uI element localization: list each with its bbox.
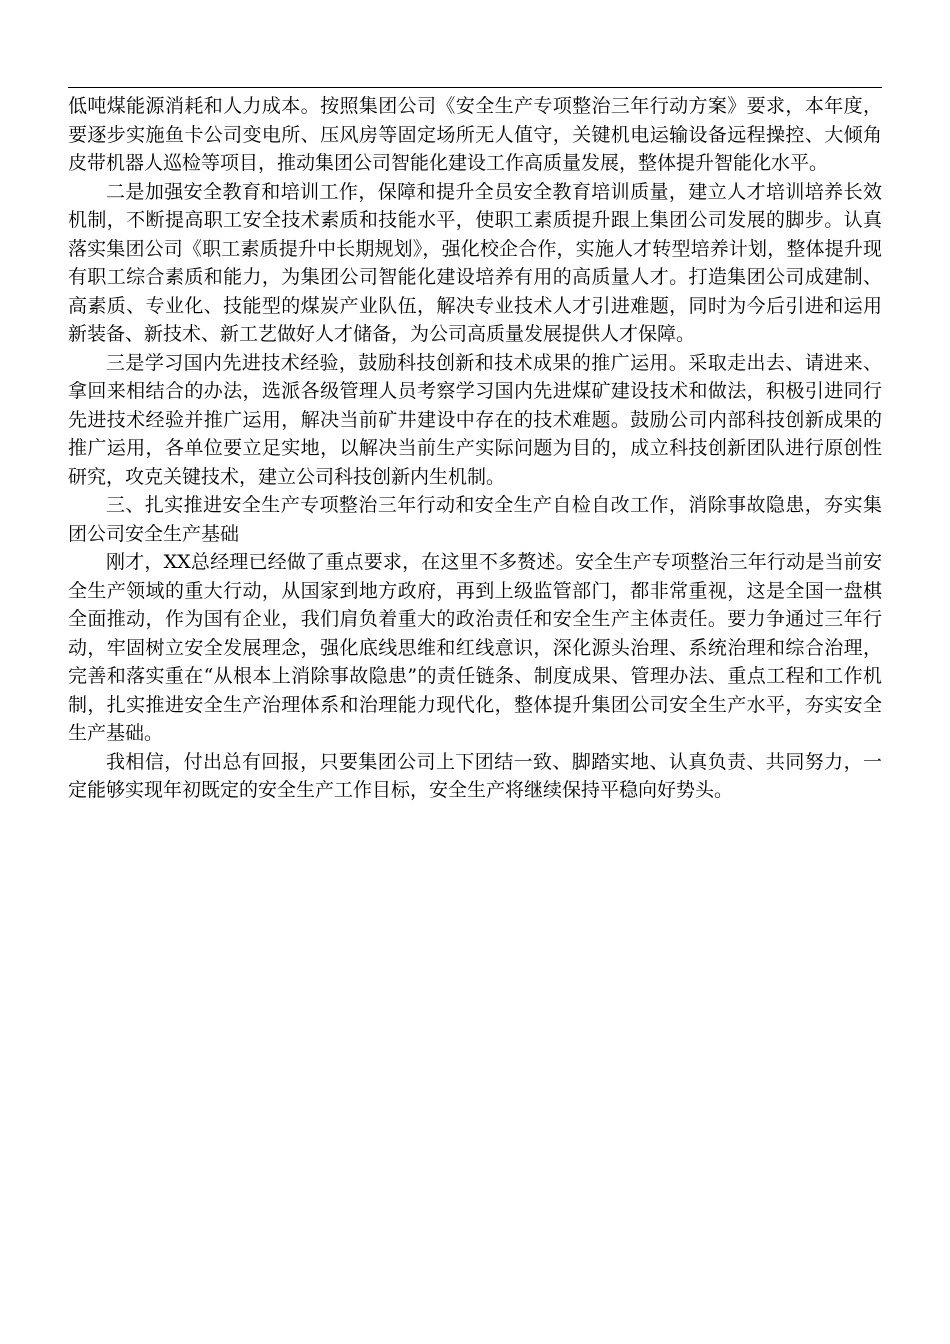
paragraph-technology: 三是学习国内先进技术经验，鼓励科技创新和技术成果的推广运用。采取走出去、请进来、拿回来相结合的办法，选派各级管理人员考察学习国内先进煤矿建设技术和做法，积极引进同行先进技术经验并推广运用，解决当前矿井建设中存在的技术难题。鼓励公司内部科技创新成果的推广运用，各单位要立足实地，以解决当前生产实际问题为目的，成立科技创新团队进行原创性研究，攻克关键技术，建立公司科技创新内生机制。 (68, 351, 882, 488)
paragraph-training: 二是加强安全教育和培训工作，保障和提升全员安全教育培训质量，建立人才培训培养长效机制，不断提高职工安全技术素质和技能水平，使职工素质提升跟上集团公司发展的脚步。认真落实集团公司《职工素质提升中长期规划》，强化校企合作，实施人才转型培养计划，整体提升现有职工综合素质和能力，为集团公司智能化建设培养有用的高质量人才。打造集团公司成建制、高素质、专业化、技能型的煤炭产业队伍，解决专业技术人才引进难题，同时为今后引进和运用新装备、新技术、新工艺做好人才储备，为公司高质量发展提供人才保障。 (68, 180, 882, 345)
header-rule (68, 87, 882, 88)
document-page (68, 0, 882, 1344)
document-body (68, 92, 882, 805)
paragraph-closing: 我相信，付出总有回报，只要集团公司上下团结一致、脚踏实地、认真负责、共同努力，一定能够实现年初既定的安全生产工作目标，安全生产将继续保持平稳向好势头。 (68, 750, 882, 801)
paragraph-special-rectification: 刚才，XX总经理已经做了重点要求，在这里不多赘述。安全生产专项整治三年行动是当前安全生产领域的重大行动，从国家到地方政府，再到上级监管部门，都非常重视，这是全国一盘棋全面推动，作为国有企业，我们肩负着重大的政治责任和安全生产主体责任。要力争通过三年行动，牢固树立安全发展理念，强化底线思维和红线意识，深化源头治理、系统治理和综合治理，完善和落实重在“从根本上消除事故隐患”的责任链条、制度成果、管理办法、重点工程和工作机制，扎实推进安全生产治理体系和治理能力现代化，整体提升集团公司安全生产水平，夯实安全生产基础。 (68, 551, 882, 744)
paragraph-continued: 低吨煤能源消耗和人力成本。按照集团公司《安全生产专项整治三年行动方案》要求，本年度，要逐步实施鱼卡公司变电所、压风房等固定场所无人值守，关键机电运输设备远程操控、大倾角皮带机器人巡检等项目，推动集团公司智能化建设工作高质量发展，整体提升智能化水平。 (68, 95, 882, 174)
section-heading-three: 三、扎实推进安全生产专项整治三年行动和安全生产自检自改工作，消除事故隐患，夯实集团公司安全生产基础 (68, 494, 882, 545)
